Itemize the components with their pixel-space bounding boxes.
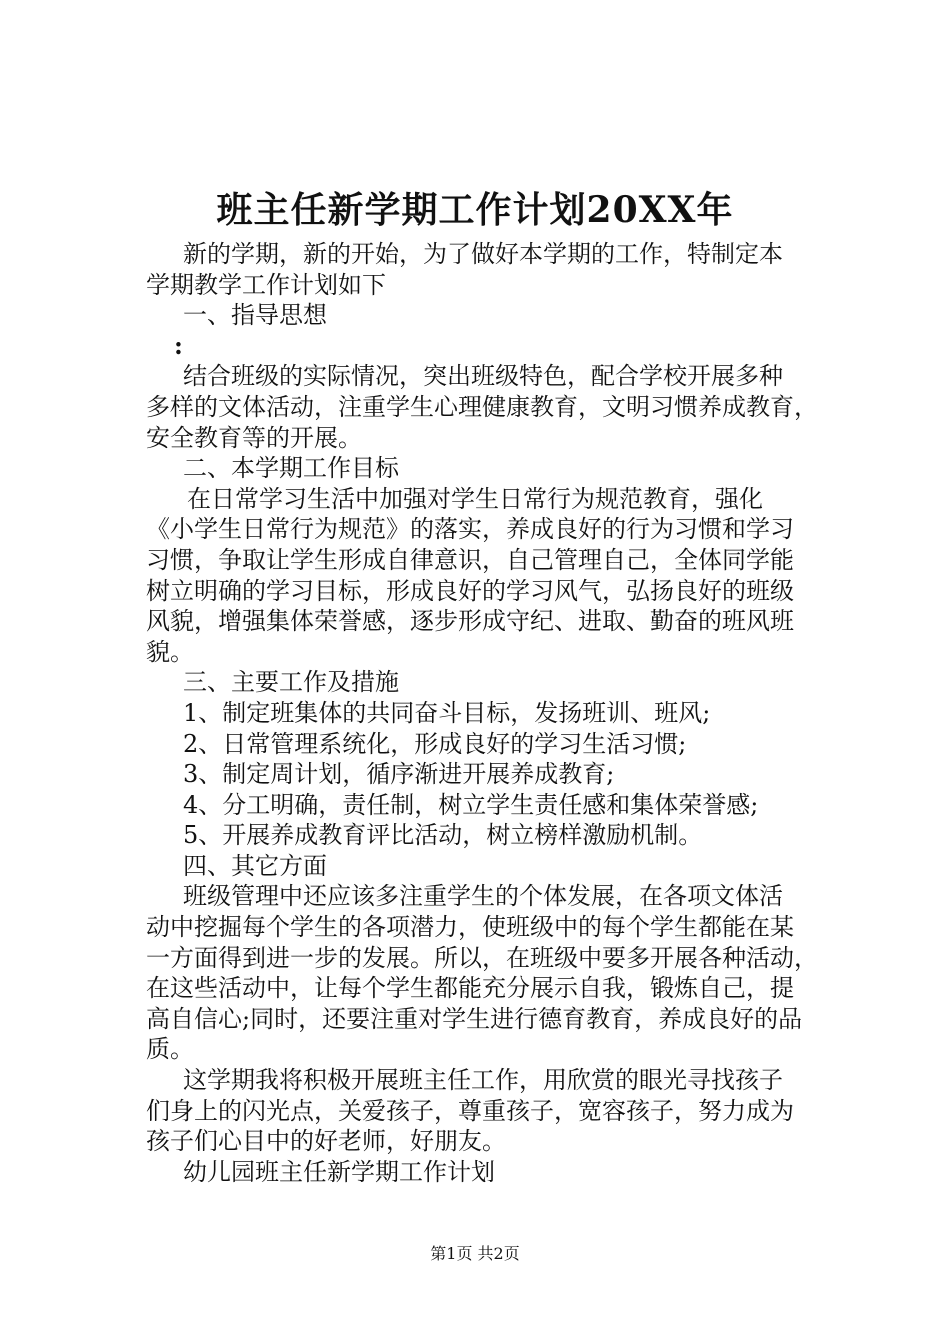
paragraph-line: 们身上的闪光点，关爱孩子，尊重孩子，宽容孩子，努力成为 xyxy=(146,1096,794,1125)
document-title: 班主任新学期工作计划20XX年 xyxy=(216,189,734,231)
section-heading: 一、指导思想 xyxy=(183,301,327,330)
paragraph-line: 这学期我将积极开展班主任工作，用欣赏的眼光寻找孩子 xyxy=(183,1066,783,1095)
paragraph-line: 质。 xyxy=(146,1035,194,1064)
section-heading: 四、其它方面 xyxy=(183,851,327,880)
list-item: 2、日常管理系统化，形成良好的学习生活习惯; xyxy=(183,729,687,758)
paragraph-line: 高自信心;同时，还要注重对学生进行德育教育，养成良好的品 xyxy=(146,1004,803,1033)
paragraph-line: 结合班级的实际情况，突出班级特色，配合学校开展多种 xyxy=(183,362,783,391)
list-item: 5、开展养成教育评比活动，树立榜样激励机制。 xyxy=(183,821,703,850)
page-footer: 第1页 共2页 xyxy=(430,1244,520,1263)
paragraph-line: 树立明确的学习目标，形成良好的学习风气，弘扬良好的班级 xyxy=(146,576,794,605)
paragraph-line: 在日常学习生活中加强对学生日常行为规范教育，强化 xyxy=(187,484,763,513)
paragraph-line: 多样的文体活动，注重学生心理健康教育，文明习惯养成教育， xyxy=(146,392,818,421)
paragraph-line: : xyxy=(174,330,183,360)
paragraph-line: 新的学期，新的开始，为了做好本学期的工作，特制定本 xyxy=(183,240,783,268)
paragraph-line: 貌。 xyxy=(146,637,194,666)
paragraph-line: 习惯，争取让学生形成自律意识，自己管理自己，全体同学能 xyxy=(146,545,794,574)
list-item: 3、制定周计划，循序渐进开展养成教育; xyxy=(183,760,615,789)
section-heading: 幼儿园班主任新学期工作计划 xyxy=(183,1157,495,1186)
paragraph-line: 风貌，增强集体荣誉感，逐步形成守纪、进取、勤奋的班风班 xyxy=(146,607,794,636)
paragraph-line: 学期教学工作计划如下 xyxy=(146,270,386,299)
paragraph-line: 一方面得到进一步的发展。所以，在班级中要多开展各种活动， xyxy=(146,943,818,972)
section-heading: 二、本学期工作目标 xyxy=(183,454,399,483)
paragraph-line: 班级管理中还应该多注重学生的个体发展，在各项文体活 xyxy=(183,882,783,911)
section-heading: 三、主要工作及措施 xyxy=(183,668,399,697)
document-body xyxy=(146,239,836,1187)
list-item: 1、制定班集体的共同奋斗目标，发扬班训、班风; xyxy=(183,698,711,727)
paragraph-line: 安全教育等的开展。 xyxy=(146,423,362,452)
paragraph-line: 孩子们心目中的好老师，好朋友。 xyxy=(146,1127,506,1156)
list-item: 4、分工明确，责任制，树立学生责任感和集体荣誉感; xyxy=(183,790,759,819)
paragraph-line: 《小学生日常行为规范》的落实，养成良好的行为习惯和学习 xyxy=(146,515,794,544)
paragraph-line: 在这些活动中，让每个学生都能充分展示自我，锻炼自己，提 xyxy=(146,974,794,1003)
paragraph-line: 动中挖掘每个学生的各项潜力，使班级中的每个学生都能在某 xyxy=(146,913,794,942)
